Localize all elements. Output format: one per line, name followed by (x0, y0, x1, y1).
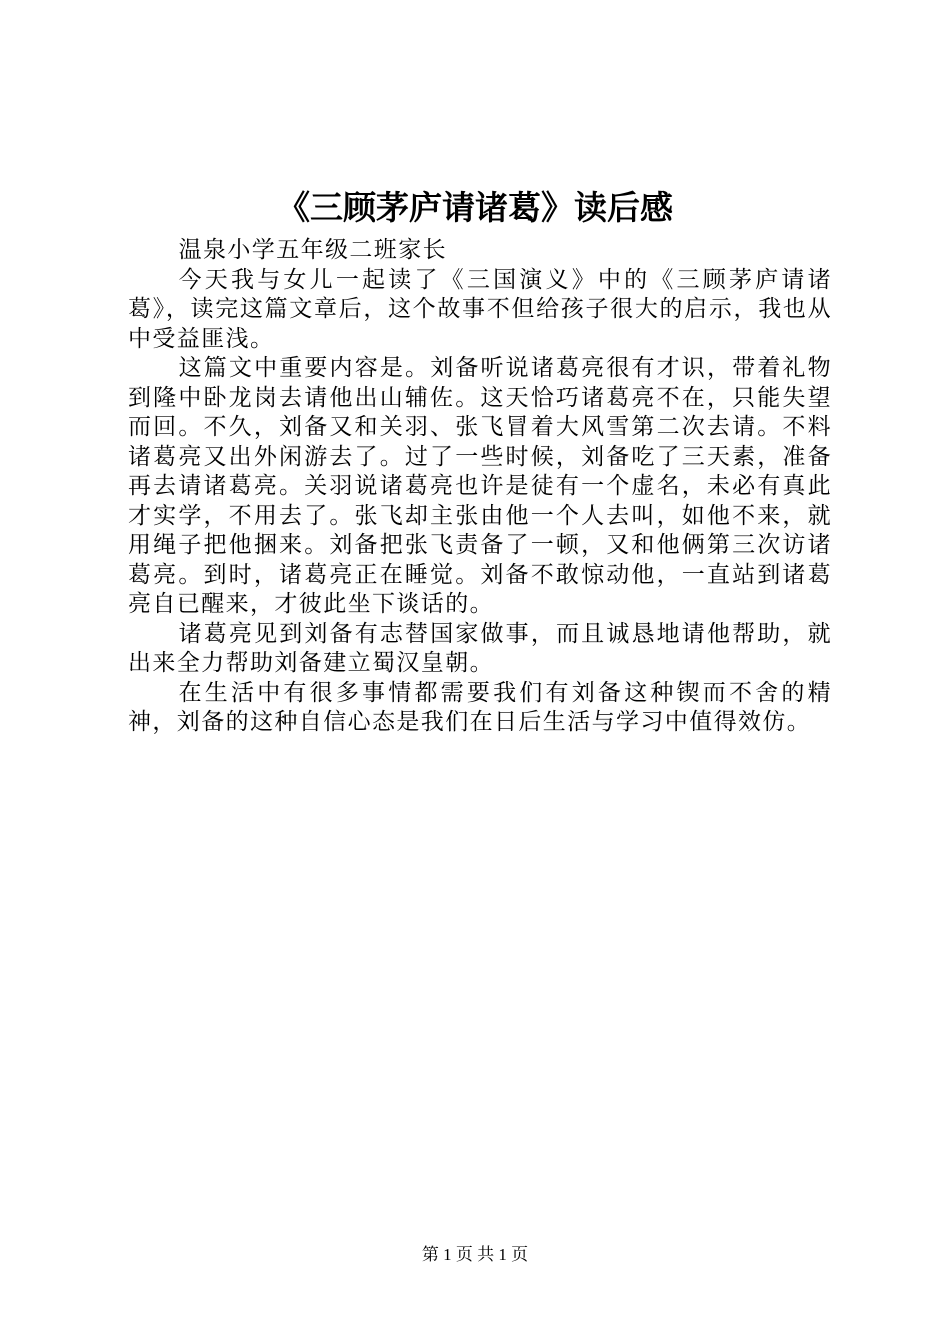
paragraph-2: 这篇文中重要内容是。刘备听说诸葛亮很有才识，带着礼物到隆中卧龙岗去请他出山辅佐。这天恰巧诸葛亮不在，只能失望而回。不久，刘备又和关羽、张飞冒着大风雪第二次去请。不料诸葛亮又出外闲游去了。过了一些时候，刘备吃了三天素，准备再去请诸葛亮。关羽说诸葛亮也许是徒有一个虚名，未必有真此才实学，不用去了。张飞却主张由他一个人去叫，如他不来，就用绳子把他捆来。刘备把张飞责备了一顿，又和他俩第三次访诸葛亮。到时，诸葛亮正在睡觉。刘备不敢惊动他，一直站到诸葛亮自已醒来，才彼此坐下谈话的。 (128, 355, 832, 617)
paragraph-4: 在生活中有很多事情都需要我们有刘备这种锲而不舍的精神，刘备的这种自信心态是我们在日后生活与学习中值得效仿。 (128, 679, 832, 735)
paragraph-3: 诸葛亮见到刘备有志替国家做事，而且诚恳地请他帮助，就出来全力帮助刘备建立蜀汉皇朝。 (128, 620, 832, 676)
document-body (128, 236, 832, 738)
page-footer: 第 1 页 共 1 页 (421, 1245, 529, 1264)
author-line: 温泉小学五年级二班家长 (178, 237, 447, 263)
document-title: 《三顾茅庐请诸葛》读后感 (277, 188, 673, 227)
paragraph-1: 今天我与女儿一起读了《三国演义》中的《三顾茅庐请诸葛》，读完这篇文章后，这个故事不但给孩子很大的启示，我也从中受益匪浅。 (128, 266, 832, 352)
